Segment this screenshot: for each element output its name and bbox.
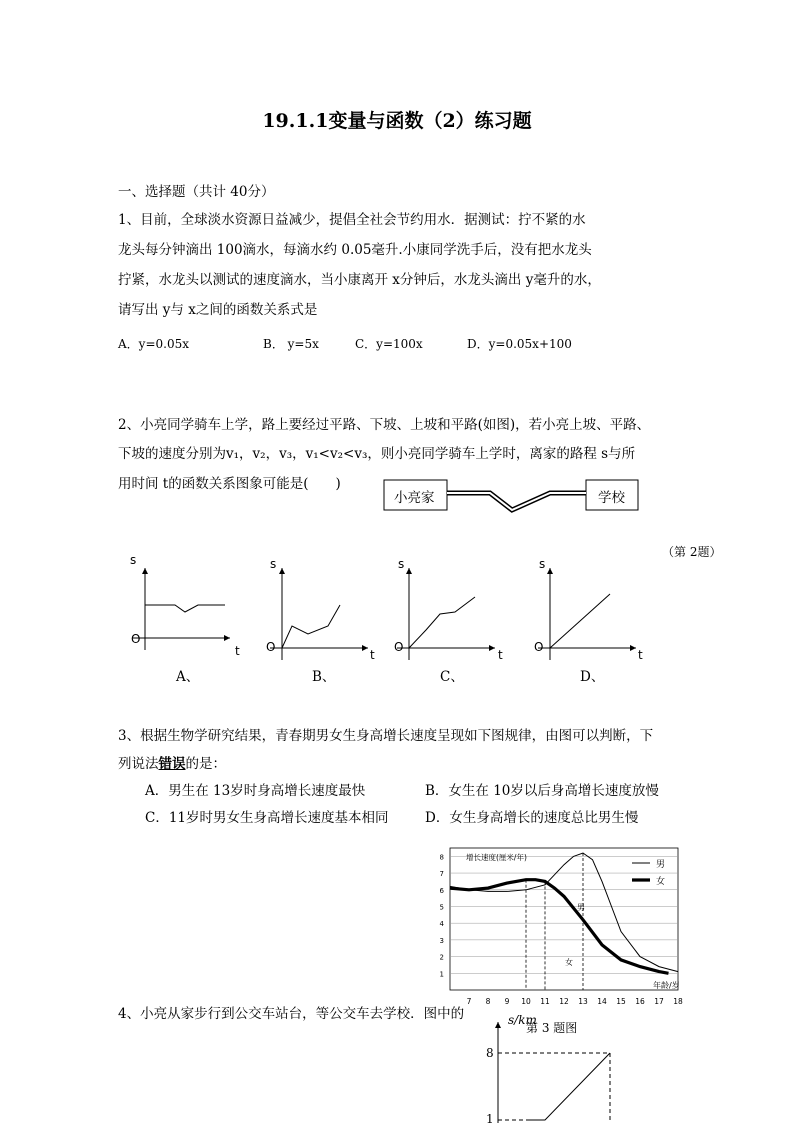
graph-a-t: t	[235, 644, 240, 658]
q4-y8: 8	[486, 1046, 494, 1060]
x-tick-label: 13	[578, 997, 588, 1006]
x-tick-label: 8	[485, 997, 491, 1006]
x-tick-label: 7	[466, 997, 472, 1006]
school-label: 学校	[598, 490, 625, 506]
q4-axis-label: s/km	[508, 1013, 537, 1027]
graph-b-o: O	[266, 640, 276, 654]
q2-line3: 用时间 t的函数关系图象可能是( )	[118, 476, 341, 492]
legend-girl-label: 女	[656, 877, 666, 887]
y-tick-label: 6	[439, 886, 444, 895]
x-tick-label: 11	[540, 997, 550, 1006]
q2-line1: 2、小亮同学骑车上学，路上要经过平路、下坡、上坡和平路(如图)，若小亮上坡、平路、	[118, 417, 651, 433]
y-tick-label: 7	[439, 870, 444, 879]
q3-emphasis: 错误	[158, 756, 186, 772]
graph-b-s: s	[270, 557, 277, 571]
q1-line3: 拧紧，水龙头以测试的速度滴水，当小康离开 x分钟后，水龙头滴出 y毫升的水，	[118, 272, 601, 288]
graph-d-s: s	[539, 557, 546, 571]
q3-option-b: B．女生在 10岁以后身高增长速度放慢	[425, 783, 659, 799]
q4-y1: 1	[486, 1112, 494, 1126]
y-tick-label: 8	[439, 853, 444, 862]
q1-option-a: A．y=0.05x	[118, 337, 189, 351]
q1-line1: 1、目前，全球淡水资源日益减少，提倡全社会节约用水．据测试：拧不紧的水	[118, 212, 586, 228]
y-tick-label: 2	[439, 953, 444, 962]
y-tick-label: 5	[439, 903, 444, 912]
q1-option-b: B． y=5x	[263, 337, 319, 351]
graph-d-o: O	[534, 640, 544, 654]
inline-label-boy: 男	[577, 903, 585, 912]
q3-option-d: D．女生身高增长的速度总比男生慢	[425, 810, 639, 826]
home-label: 小亮家	[394, 490, 435, 506]
q1-line2: 龙头每分钟滴出 100滴水，每滴水约 0.05毫升.小康同学洗手后，没有把水龙头	[118, 242, 592, 258]
q4-line1: 4、小亮从家步行到公交车站台，等公交车去学校．图中的	[118, 1006, 465, 1022]
x-tick-label: 17	[654, 997, 664, 1006]
graph-a-o: O	[131, 632, 141, 646]
section-heading: 一、选择题（共计 40分）	[118, 184, 275, 200]
q4-curve	[530, 1053, 610, 1120]
y-tick-label: 1	[439, 970, 444, 979]
page-title: 19.1.1变量与函数（2）练习题	[262, 110, 532, 132]
q1-option-c: C．y=100x	[355, 337, 423, 351]
chart-xlabel: 年龄/岁	[653, 981, 680, 990]
q3-option-c: C．11岁时男女生身高增长速度基本相同	[145, 810, 389, 826]
graph-a-s: s	[130, 553, 137, 567]
graph-c-t: t	[498, 648, 503, 662]
y-tick-label: 4	[439, 920, 444, 929]
graph-d-label: D、	[580, 669, 605, 685]
q3-option-a: A．男生在 13岁时身高增长速度最快	[145, 783, 366, 799]
inline-label-girl: 女	[565, 958, 573, 967]
x-tick-label: 14	[597, 997, 607, 1006]
graph-c-s: s	[398, 557, 405, 571]
graph-b-label: B、	[312, 669, 336, 685]
chart-caption: 第 3 题图	[526, 1021, 578, 1035]
q3-line2-a: 列说法	[118, 756, 159, 772]
legend-boy-label: 男	[656, 860, 666, 870]
q3-line1: 3、根据生物学研究结果，青春期男女生身高增长速度呈现如下图规律，由图可以判断，下	[118, 728, 654, 744]
graph-a-label: A、	[176, 669, 200, 685]
x-tick-label: 15	[616, 997, 626, 1006]
y-tick-label: 3	[439, 936, 444, 945]
x-tick-label: 12	[559, 997, 569, 1006]
q1-line4: 请写出 y与 x之间的函数关系式是	[118, 302, 318, 318]
x-tick-label: 9	[504, 997, 510, 1006]
graph-b-t: t	[370, 648, 375, 662]
chart-ylabel: 增长速度(厘米/年)	[466, 853, 527, 862]
x-tick-label: 16	[635, 997, 645, 1006]
q2-caption: （第 2题）	[662, 545, 722, 559]
graph-c-label: C、	[440, 669, 464, 685]
graph-c-o: O	[394, 640, 404, 654]
q3-line2-c: 的是：	[185, 756, 226, 772]
q1-option-d: D．y=0.05x+100	[467, 337, 572, 351]
x-tick-label: 10	[521, 997, 531, 1006]
x-tick-label: 18	[673, 997, 683, 1006]
graph-d-t: t	[638, 648, 643, 662]
q2-line2: 下坡的速度分别为v₁，v₂，v₃，v₁<v₂<v₃，则小亮同学骑车上学时，离家的路程 s与所	[118, 446, 636, 462]
